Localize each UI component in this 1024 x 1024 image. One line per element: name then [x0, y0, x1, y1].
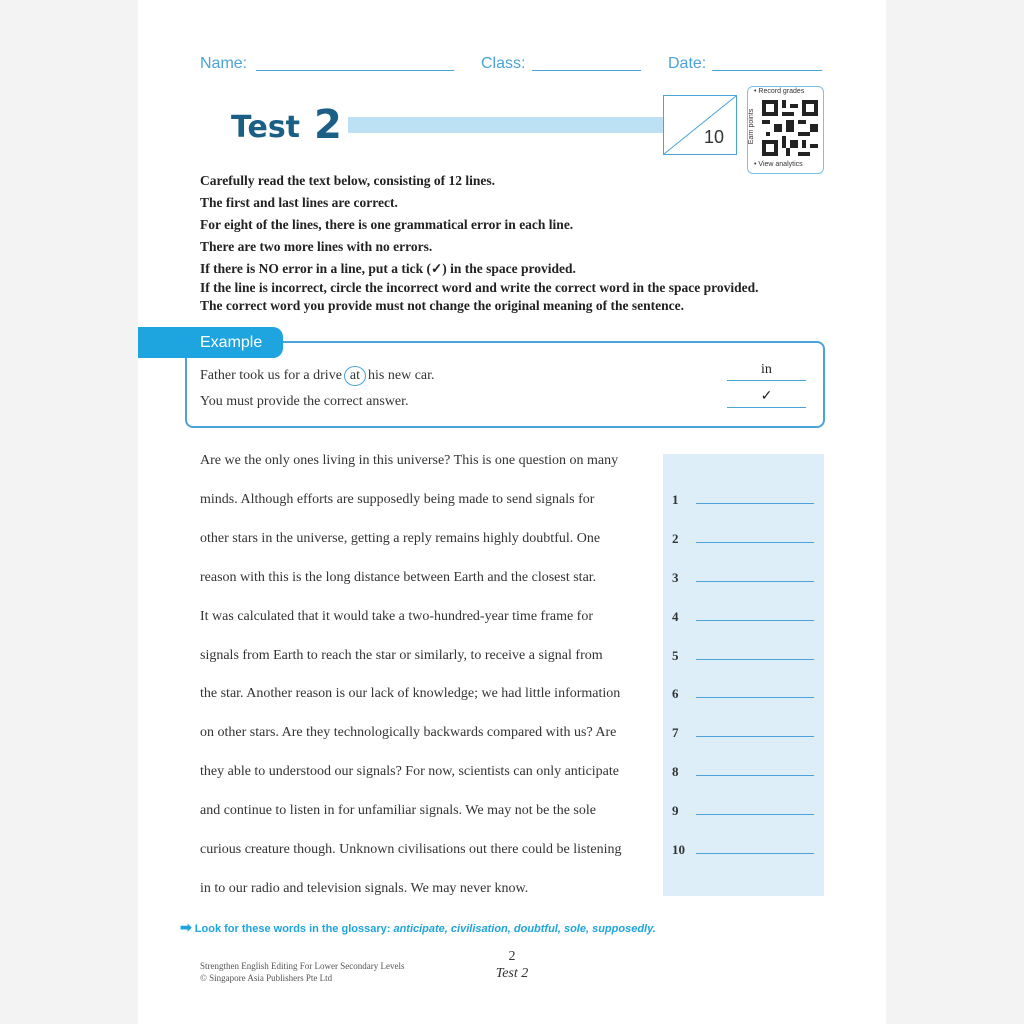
- qr-view: • View analytics: [754, 161, 803, 168]
- instruction-line: For eight of the lines, there is one grammatical error in each line.: [200, 217, 574, 232]
- instruction-line: If the line is incorrect, circle the incorrect word and write the correct word in the space provided.: [200, 280, 759, 295]
- qr-record: • Record grades: [754, 88, 805, 95]
- example-line-1: Father took us for a drive at his new car.: [200, 366, 435, 386]
- name-label: Name:: [200, 55, 248, 72]
- passage-line: reason with this is the long distance between Earth and the closest star.: [200, 570, 597, 585]
- passage-line: curious creature though. Unknown civilisations out there could be listening: [200, 842, 622, 857]
- example-answer-2: ✓: [727, 388, 806, 408]
- passage-line: on other stars. Are they technologically backwards compared with us? Are: [200, 725, 617, 740]
- example-line-2: You must provide the correct answer.: [200, 394, 409, 409]
- answer-blank-10[interactable]: [696, 853, 814, 854]
- instruction-line: The first and last lines are correct.: [200, 195, 398, 210]
- passage-line: minds. Although efforts are supposedly being made to send signals for: [200, 492, 595, 507]
- instruction-line: The correct word you provide must not change the original meaning of the sentence.: [200, 298, 684, 313]
- footer-credits: [200, 960, 404, 984]
- passage-line: they able to understood our signals? For now, scientists can only anticipate: [200, 764, 620, 779]
- answer-blank-5[interactable]: [696, 659, 814, 660]
- passage-line: signals from Earth to reach the star or similarly, to receive a signal from: [200, 648, 603, 663]
- passage-line: other stars in the universe, getting a reply remains highly doubtful. One: [200, 531, 601, 546]
- class-field[interactable]: [532, 70, 641, 71]
- passage-line: and continue to listen in for unfamiliar signals. We may not be the sole: [200, 803, 596, 818]
- passage-line: the star. Another reason is our lack of knowledge; we had little information: [200, 686, 621, 701]
- answer-number: 9: [672, 803, 679, 818]
- qr-earn-label: Earn points: [748, 108, 756, 145]
- glossary-lead: Look for these words in the glossary:: [194, 923, 394, 935]
- answer-blank-2[interactable]: [696, 542, 814, 543]
- answer-number: 10: [672, 842, 685, 857]
- answer-number: 2: [672, 531, 679, 546]
- instructions: [200, 170, 830, 315]
- answer-panel: [663, 454, 824, 896]
- circled-word: at: [344, 366, 366, 386]
- page-label: Test 2: [495, 966, 529, 981]
- answer-number: 8: [672, 764, 679, 779]
- answer-number: 4: [672, 609, 679, 624]
- answer-number: 7: [672, 725, 679, 740]
- test-number: 2: [314, 102, 342, 148]
- qr-card[interactable]: [747, 86, 824, 174]
- answer-number: 5: [672, 648, 679, 663]
- answer-blank-1[interactable]: [696, 503, 814, 504]
- class-label: Class:: [481, 55, 526, 72]
- answer-number: 3: [672, 570, 679, 585]
- passage-line: in to our radio and television signals. We may never know.: [200, 881, 529, 896]
- score-box: [663, 95, 737, 155]
- answer-number: 6: [672, 686, 679, 701]
- footer-book: Strengthen English Editing For Lower Secondary Levels: [200, 961, 405, 971]
- passage-line: Are we the only ones living in this universe? This is one question on many: [200, 453, 619, 468]
- glossary-words: anticipate, civilisation, doubtful, sole, supposedly.: [393, 923, 656, 935]
- qr-code-icon: [762, 100, 818, 156]
- score-total: 10: [704, 127, 725, 147]
- answer-blank-4[interactable]: [696, 620, 814, 621]
- instruction-line: Carefully read the text below, consisting of 12 lines.: [200, 173, 495, 188]
- example-tab: Example: [138, 327, 283, 358]
- arrow-right-icon: ➡: [180, 919, 192, 935]
- test-title: Test: [231, 110, 301, 145]
- footer-copyright: © Singapore Asia Publishers Pte Ltd: [200, 973, 333, 983]
- name-field[interactable]: [256, 70, 454, 71]
- instruction-line: There are two more lines with no errors.: [200, 239, 433, 254]
- passage-line: It was calculated that it would take a two-hundred-year time frame for: [200, 609, 594, 624]
- answer-blank-9[interactable]: [696, 814, 814, 815]
- answer-number: 1: [672, 492, 679, 507]
- example-answer-1: in: [727, 362, 806, 381]
- answer-blank-8[interactable]: [696, 775, 814, 776]
- glossary-note: [180, 919, 656, 936]
- date-label: Date:: [668, 55, 707, 72]
- title-bar: [348, 117, 666, 133]
- answer-blank-6[interactable]: [696, 697, 814, 698]
- date-field[interactable]: [712, 70, 822, 71]
- score-divider: [664, 96, 736, 154]
- instruction-line: If there is NO error in a line, put a tick (✓) in the space provided.: [200, 261, 576, 276]
- answer-blank-7[interactable]: [696, 736, 814, 737]
- page-number: 2: [508, 949, 516, 964]
- answer-blank-3[interactable]: [696, 581, 814, 582]
